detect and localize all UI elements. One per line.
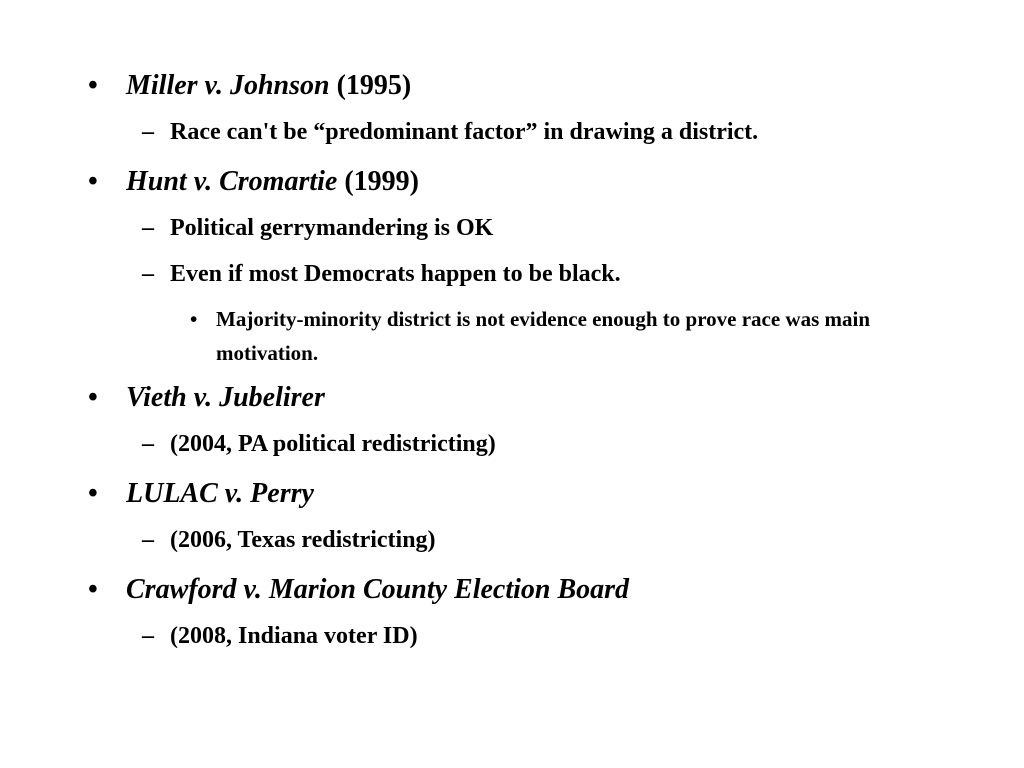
sub-item-text: (2004, PA political redistricting) bbox=[170, 431, 496, 457]
sub-item-text: Even if most Democrats happen to be black. bbox=[170, 261, 621, 287]
sub-sub-item-text: Majority-minority district is not evidence enough to prove race was main motivation. bbox=[216, 307, 871, 365]
case-name: Hunt v. Cromartie bbox=[126, 166, 338, 197]
dash-icon: – bbox=[142, 527, 154, 553]
dash-icon: – bbox=[142, 623, 154, 649]
dash-icon: – bbox=[142, 119, 154, 145]
dash-icon: – bbox=[142, 215, 154, 241]
sub-item-text: Race can't be “predominant factor” in drawing a district. bbox=[170, 119, 759, 145]
sub-item-text: (2006, Texas redistricting) bbox=[170, 527, 436, 553]
bullet-icon: • bbox=[88, 166, 98, 197]
bullet-icon: • bbox=[88, 478, 98, 509]
case-year: (1999) bbox=[337, 166, 419, 197]
case-name: Vieth v. Jubelirer bbox=[126, 382, 325, 413]
sub-item-text: (2008, Indiana voter ID) bbox=[170, 623, 418, 649]
bullet-icon: • bbox=[190, 307, 198, 331]
dash-icon: – bbox=[142, 431, 154, 457]
sub-item-text: Political gerrymandering is OK bbox=[170, 215, 494, 241]
dash-icon: – bbox=[142, 261, 154, 287]
case-name: Crawford v. Marion County Election Board bbox=[126, 574, 630, 605]
case-year: (1995) bbox=[329, 70, 412, 101]
case-name: LULAC v. Perry bbox=[126, 478, 314, 509]
bullet-icon: • bbox=[88, 574, 98, 605]
case-name: Miller v. Johnson bbox=[126, 70, 330, 101]
bullet-icon: • bbox=[88, 382, 98, 413]
bullet-icon: • bbox=[88, 70, 98, 101]
